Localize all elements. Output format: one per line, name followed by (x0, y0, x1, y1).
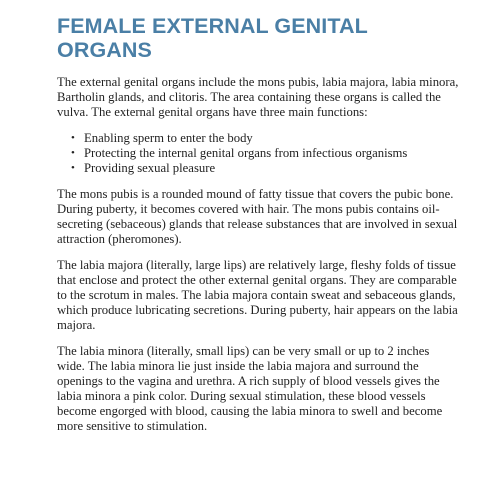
list-item-text: Protecting the internal genital organs from infectious organisms (84, 146, 408, 160)
list-item (71, 131, 460, 146)
intro-paragraph: The external genital organs include the mons pubis, labia majora, labia minora, Bartholin glands, and clitoris. The area containing these organs is called the vulva. The external genital organs have three main functions: (57, 75, 459, 119)
mons-pubis-paragraph: The mons pubis is a rounded mound of fatty tissue that covers the pubic bone. During puberty, it becomes covered with hair. The mons pubis contains oil-secreting (sebaceous) glands that release substances that are involved in sexual attraction (pheromones). (57, 187, 458, 246)
bullet-icon: • (71, 162, 75, 174)
list-item-text: Providing sexual pleasure (84, 161, 216, 175)
bullet-icon: • (71, 132, 75, 144)
functions-list (57, 131, 460, 176)
list-item-text: Enabling sperm to enter the body (84, 131, 253, 145)
list-item (71, 161, 460, 176)
bullet-icon: • (71, 147, 75, 159)
page-title: FEMALE EXTERNAL GENITAL ORGANS (57, 14, 368, 62)
labia-minora-paragraph: The labia minora (literally, small lips) can be very small or up to 2 inches wide. The labia minora lie just inside the labia majora and surround the openings to the vagina and urethra. A rich supply of blood vessels gives the labia minora a pink color. During sexual stimulation, these blood vessels become engorged with blood, causing the labia minora to swell and become more sensitive to stimulation. (57, 344, 443, 433)
labia-majora-paragraph: The labia majora (literally, large lips) are relatively large, fleshy folds of tissue that enclose and protect the other external genital organs. They are comparable to the scrotum in males. The labia majora contain sweat and sebaceous glands, which produce lubricating secretions. During puberty, hair appears on the labia majora. (57, 258, 458, 332)
list-item (71, 146, 460, 161)
